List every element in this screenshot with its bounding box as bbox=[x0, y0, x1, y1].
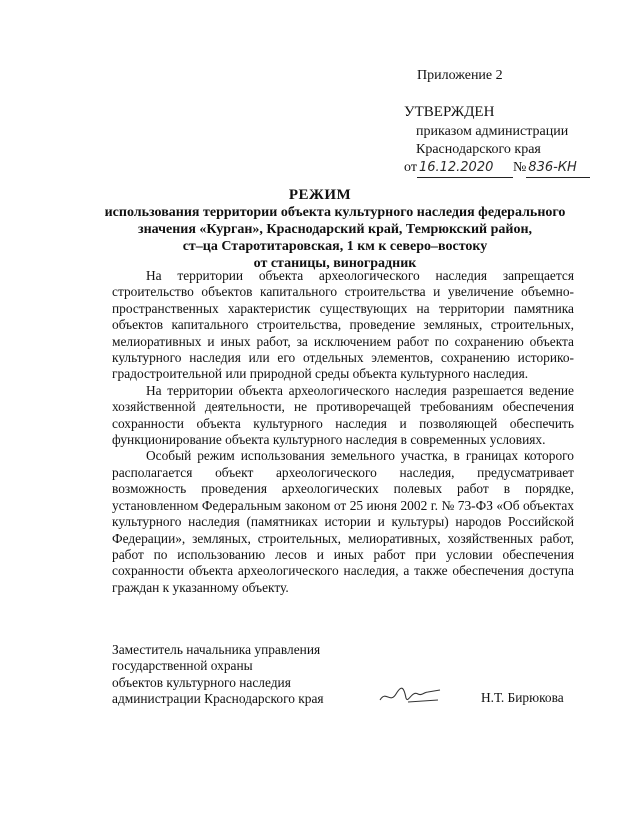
handwritten-date: 16.12.2020 bbox=[417, 159, 513, 178]
approval-stamp-block bbox=[404, 103, 590, 178]
document-subtitle bbox=[95, 204, 575, 272]
signer-name: Н.Т. Бирюкова bbox=[481, 690, 564, 705]
subtitle-line-4: от станицы, виноградник bbox=[253, 256, 417, 271]
appendix-label: Приложение 2 bbox=[417, 68, 503, 83]
paragraph-prohibitions: На территории объекта археологического наследия запрещается строительство объектов капитального строительства и увеличение объемно-пространственных характеристик существующих на территории памятника объектов капитального строительства, проведение земляных, строительных, мелиоративных и иных работ, за исключением работ по сохранению объекта культурного наследия или его отдельных элементов, сохранению историко-градостроительной или природной среды объекта культурного наследия. bbox=[112, 268, 574, 382]
paragraph-permitted-activity: На территории объекта археологического наследия разрешается ведение хозяйственной деятельности, не противоречащей требованиям обеспечения сохранности объекта культурного наследия и позволяющей обеспечить функционирование объекта культурного наследия в современных условиях. bbox=[112, 382, 574, 448]
document-title: РЕЖИМ bbox=[288, 187, 352, 203]
signatory-line-4: администрации Краснодарского края bbox=[112, 691, 324, 707]
signatory-line-2: государственной охраны bbox=[112, 658, 253, 674]
handwritten-signature-icon bbox=[378, 684, 448, 708]
order-date-number bbox=[404, 159, 590, 178]
subtitle-line-3: ст–ца Старотитаровская, 1 км к северо–востоку bbox=[182, 239, 488, 254]
signatory-line-3: объектов культурного наследия bbox=[112, 674, 291, 690]
order-line-2: Краснодарского края bbox=[416, 142, 541, 157]
approved-heading: УТВЕРЖДЕН bbox=[404, 104, 495, 120]
date-prefix: от bbox=[404, 160, 417, 175]
paragraph-special-regime: Особый режим использования земельного участка, в границах которого располагается объект археологического наследия, предусматривает возможность проведения археологических полевых работ в порядке, установленном Федеральным законом от 25 июня 2002 г. № 73-ФЗ «Об объектах культурного наследия (памятниках истории и культуры) народов Российской Федерации», земляных, строительных, мелиоративных, хозяйственных работ, работ по использованию лесов и иных работ при условии обеспечения сохранности объекта археологического наследия, а также обеспечения доступа граждан к указанному объекту. bbox=[112, 448, 574, 595]
number-prefix: № bbox=[512, 160, 527, 175]
handwritten-number: 836-КН bbox=[526, 159, 590, 178]
order-line-1: приказом администрации bbox=[416, 124, 569, 139]
subtitle-line-2: значения «Курган», Краснодарский край, Темрюкский район, bbox=[137, 222, 533, 237]
signatory-line-1: Заместитель начальника управления bbox=[112, 642, 321, 657]
signatory-position bbox=[112, 642, 324, 708]
subtitle-line-1: использования территории объекта культурного наследия федерального bbox=[104, 205, 566, 220]
document-body bbox=[112, 268, 574, 596]
